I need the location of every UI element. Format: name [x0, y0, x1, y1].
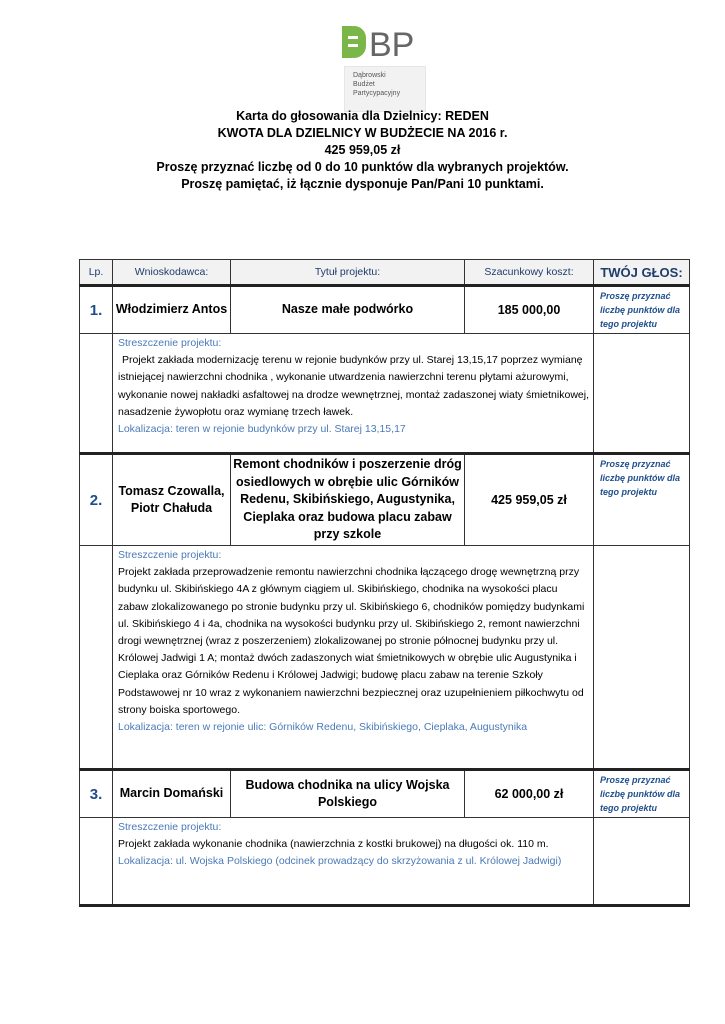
budget-label: KWOTA DLA DZIELNICY W BUDŻECIE NA 2016 r.	[217, 126, 508, 140]
project-cost: 185 000,00	[465, 286, 594, 334]
ballot-table	[79, 259, 690, 907]
project-summary-row	[80, 334, 690, 454]
dbp-logo	[336, 20, 432, 110]
budget-amount: 425 959,05 zł	[324, 143, 401, 157]
project-summary-row	[80, 546, 690, 770]
project-number: 1.	[80, 286, 113, 334]
svg-text:BP: BP	[369, 26, 415, 62]
project-summary: Streszczenie projektu: Projekt zakłada wykonanie chodnika (nawierzchnia z kostki brukowej) na długości ok. 110 m. Lokalizacja: ul. Wojska Polskiego (odcinek prowadzący do skrzyżowania z ul. Królowej Jadwigi)	[113, 818, 594, 906]
project-cost: 62 000,00 zł	[465, 770, 594, 818]
col-author: Wnioskodawca:	[113, 260, 231, 286]
instructions-2: Proszę pamiętać, iż łącznie dysponuje Pan/Pani 10 punktami.	[181, 177, 544, 191]
vote-box-continued	[594, 818, 690, 906]
col-vote: TWÓJ GŁOS:	[594, 260, 690, 286]
project-summary: Streszczenie projektu: Projekt zakłada modernizację terenu w rejonie budynków przy ul. Starej 13,15,17 poprzez wymianę istniejącej nawierzchni chodnika , wykonanie utwardzenia nawierzchni terenu płytami ażurowymi, wykonanie nowej nakładki asfaltowej na drodze wewnętrznej, montaż zadaszonej wiaty śmietnikowej, nasadzenie żywopłotu oraz wymianę trzech ławek. Lokalizacja: teren w rejonie budynków przy ul. Starej 13,15,17	[113, 334, 594, 454]
project-number: 2.	[80, 454, 113, 546]
vote-box[interactable]: Proszę przyznać liczbę punktów dla tego projektu	[594, 770, 690, 818]
project-summary-row	[80, 818, 690, 906]
col-lp: Lp.	[80, 260, 113, 286]
project-author: Włodzimierz Antos	[113, 286, 231, 334]
vote-box-continued	[594, 334, 690, 454]
project-row	[80, 286, 690, 334]
project-cost: 425 959,05 zł	[465, 454, 594, 546]
project-author: Marcin Domański	[113, 770, 231, 818]
project-title: Remont chodników i poszerzenie dróg osiedlowych w obrębie ulic Górników Redenu, Skibińskiego, Augustynika, Cieplaka oraz budowa placu zabaw przy szkole	[231, 454, 465, 546]
col-title: Tytuł projektu:	[231, 260, 465, 286]
project-summary: Streszczenie projektu: Projekt zakłada przeprowadzenie remontu nawierzchni chodnika łączącego drogę wewnętrzną przy budynku ul. Skibińskiego 4A z głównym ciągiem ul. Skibińskiego, chodnika na wysokości placu zabaw zlokalizowanego po stronie budynku przy ul. Skibińskiego 6, chodników pomiędzy budynkami ul. Skibińskiego 4 i 4a, chodnika na wysokości budynku przy ul. Skibińskiego 2, remont nawierzchni drogi wewnętrznej (wraz z poszerzeniem) zlokalizowanej po stronie północnej budynku przy ul. Królowej Jadwigi 1 A; montaż dwóch zadaszonych wiat śmietnikowych w obrębie ulic Augustynika i Cieplaka oraz Górników Redenu i Królowej Jadwigi; budowę placu zabaw na terenie Szkoły Podstawowej nr 10 wraz z wykonaniem nawierzchni bezpiecznej oraz uzupełnieniem piłkochwytu od strony boiska sportowego. Lokalizacja: teren w rejonie ulic: Górników Redenu, Skibińskiego, Cieplaka, Augustynika	[113, 546, 594, 770]
ballot-header	[0, 108, 725, 193]
vote-box-continued	[594, 546, 690, 770]
project-title: Budowa chodnika na ulicy Wojska Polskiego	[231, 770, 465, 818]
logo-caption: Dąbrowski Budżet Partycypacyjny	[344, 66, 426, 112]
project-row	[80, 454, 690, 546]
vote-box[interactable]: Proszę przyznać liczbę punktów dla tego projektu	[594, 286, 690, 334]
project-title: Nasze małe podwórko	[231, 286, 465, 334]
instructions-1: Proszę przyznać liczbę od 0 do 10 punktów dla wybranych projektów.	[156, 160, 569, 174]
dbp-logo-mark	[340, 22, 430, 62]
col-cost: Szacunkowy koszt:	[465, 260, 594, 286]
project-author: Tomasz Czowalla, Piotr Chałuda	[113, 454, 231, 546]
vote-box[interactable]: Proszę przyznać liczbę punktów dla tego projektu	[594, 454, 690, 546]
table-header-row	[80, 260, 690, 286]
ballot-title: Karta do głosowania dla Dzielnicy: REDEN	[236, 109, 489, 123]
project-number: 3.	[80, 770, 113, 818]
project-row	[80, 770, 690, 818]
